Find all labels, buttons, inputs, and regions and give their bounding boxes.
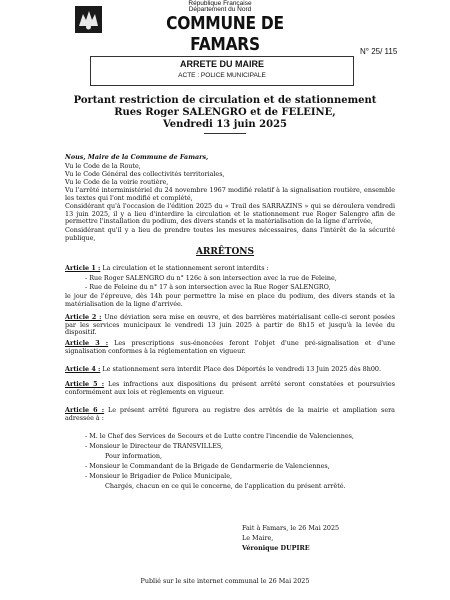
article-text: Les infractions aux dispositions du présent arrêté seront constatées et poursuivies conformément aux lois et règlements en vigueur. [65,380,395,396]
article-label: Article 3 : [65,339,109,347]
preamble-line: Vu le Code de la Route, [65,162,141,170]
preamble-line: Vu le Code Général des collectivités territoriales, [65,170,225,178]
commune-title: COMMUNE DE FAMARS [166,13,284,55]
article-text: La circulation et le stationnement seront interdits : [102,264,269,272]
recipient-line: - Monsieur le Directeur de TRANSVILLES, [85,442,224,450]
recipient-line: Pour information, [105,452,162,460]
article-4 [65,366,395,374]
arrete-title: ARRETE DU MAIRE [179,59,264,69]
subject-line-2: Rues Roger SALENGRO et de FELEINE, [114,107,336,118]
article-6 [65,407,395,422]
recipient-line: Chargés, chacun en ce qui le concerne, de l'application du présent arrêté. [105,482,346,490]
arretons-heading: ARRÊTONS [195,247,255,257]
article-text: Le stationnement sera interdit Place des Déportés le vendredi 13 Juin 2025 dès 8h00. [102,365,382,373]
commune-logo [75,6,102,33]
article-label: Article 5 : [65,380,105,388]
publication-footer: Publié sur le site internet communal le 26 Mai 2025 [140,577,310,585]
article-label: Article 2 : [65,313,102,321]
signature-place-date: Fait à Famars, le 26 Mai 2025 [242,524,340,532]
article-1 [65,265,395,273]
arrete-subtitle: ACTE : POLICE MUNICIPALE [178,72,266,79]
reference-number: N° 25/ 115 [360,47,398,56]
recipient-line: - Monsieur le Commandant de la Brigade de Gendarmerie de Valenciennes, [85,462,330,470]
arrete-box [90,56,354,86]
article-1-bullet: - Rue de Feleine du n° 17 à son intersection avec la Rue Roger SALENGRO, [85,283,331,291]
subject-line-1: Portant restriction de circulation et de stationnement [73,95,377,106]
article-1-text: le jour de l'épreuve, dès 14h pour permettre la mise en place du podium, des divers stands et la matérialisation de la ligne d'arrivée. [65,292,395,308]
article-3 [65,340,395,355]
department-label: Département du Nord [188,6,252,13]
article-text: Les prescriptions sus-énoncées feront l'objet d'une pré-signalisation et d'une signalisation conformes à la réglementation en vigueur. [65,339,395,355]
article-5 [65,381,395,396]
preamble-line: Considérant qu'il y a lieu de prendre toutes les mesures nécessaires, dans l'intérêt de la sécurité publique, [65,226,395,242]
subject-line-3: Vendredi 13 juin 2025 [162,119,288,130]
title-divider [204,133,246,134]
preamble-line: Considérant qu'à l'occasion de l'édition 2025 du « Trail des SARRAZINS » qui se déroulera vendredi 13 juin 2025, il y a lieu d'interdire la circulation et le stationnement rue Roger Salengro afin de permettre l'installation du podium, des divers stands et la matérialisation de la ligne d'arrivée, [65,202,395,226]
article-label: Article 1 : [65,264,101,272]
signature-role: Le Maire, [242,534,274,542]
article-label: Article 4 : [65,365,101,373]
article-text: Le présent arrêté figurera au registre des arrêtés de la mairie et ampliation sera adressée à : [65,406,395,422]
recipient-line: - M. le Chef des Services de Secours et de Lutte contre l'incendie de Valenciennes, [85,432,354,440]
preamble-intro: Nous, Maire de la Commune de Famars, [65,153,209,161]
recipient-line: - Monsieur le Brigadier de Police Municipale, [85,472,233,480]
article-1-bullet: - Rue Roger SALENGRO du n° 126c à son intersection avec la rue de Feleine, [85,274,337,282]
article-text: Une déviation sera mise en œuvre, et des barrières matérialisant celle-ci seront posées par les services municipaux le vendredi 13 juin 2025 à partir de 8h15 et jusqu'à la levée du dispositif. [65,313,395,337]
republic-label: République Française [188,0,252,7]
article-2 [65,314,395,337]
preamble-line: Vu le Code de la voirie routière, [65,178,169,186]
signature-name: Véronique DUPIRE [242,544,310,552]
preamble-line: Vu l'arrêté interministériel du 24 novembre 1967 modifié relatif à la signalisation routière, ensemble les textes qui l'ont modifié et complété, [65,186,395,202]
article-label: Article 6 : [65,406,105,414]
